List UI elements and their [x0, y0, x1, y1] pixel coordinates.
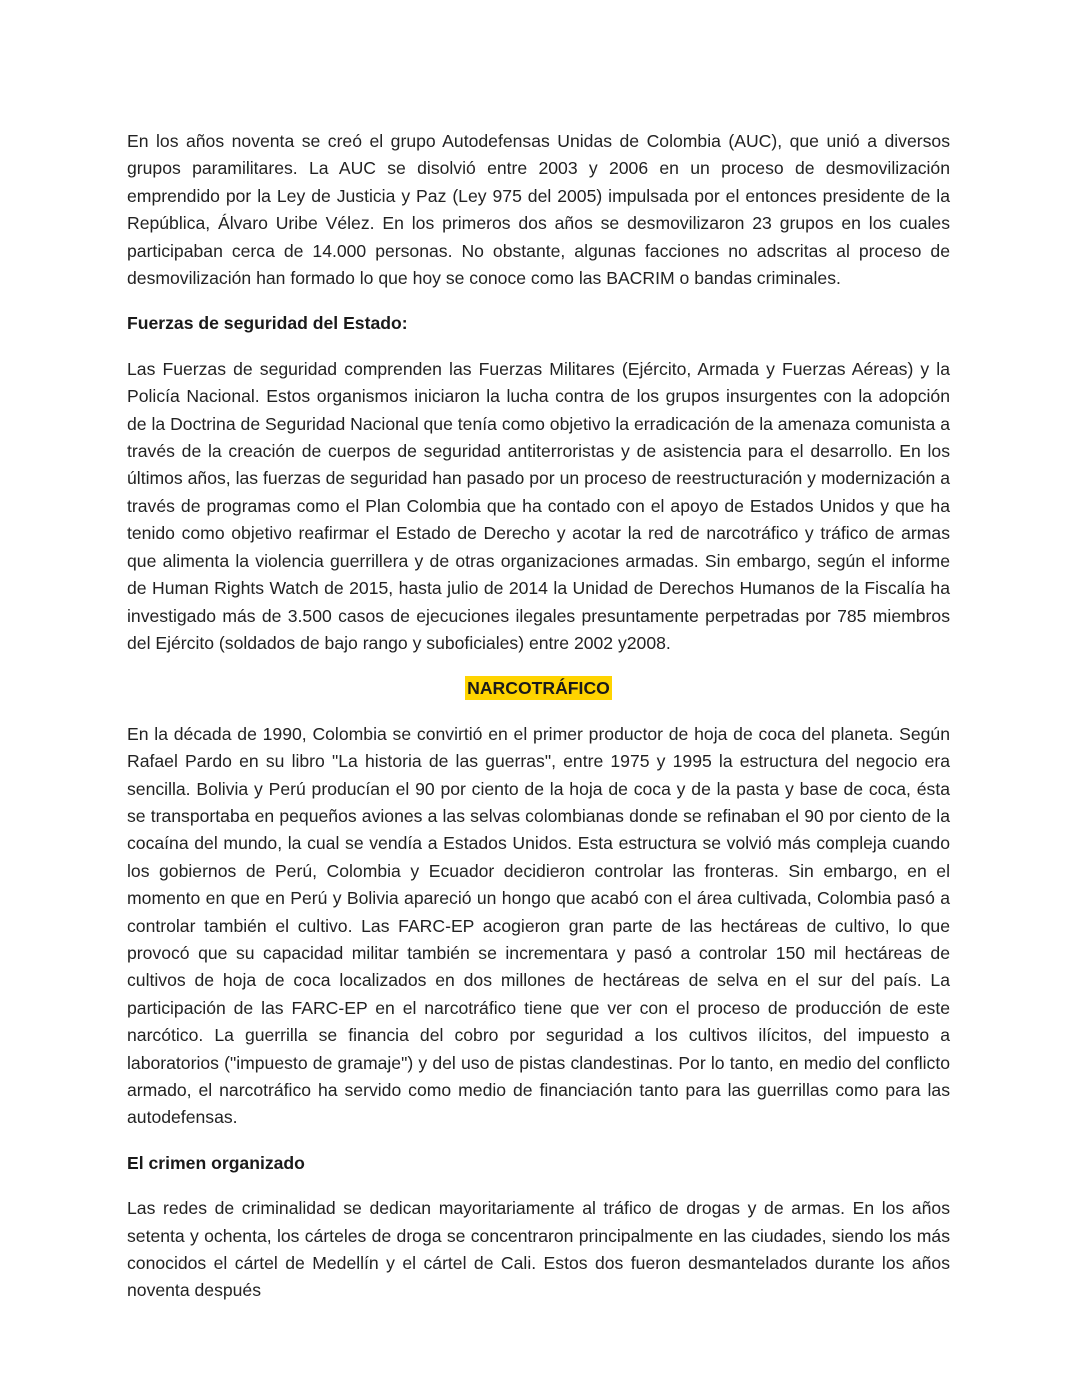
- narcotrafico-heading-wrapper: [127, 675, 950, 702]
- paragraph-auc: En los años noventa se creó el grupo Autodefensas Unidas de Colombia (AUC), que unió a diversos grupos paramilitares. La AUC se disolvió entre 2003 y 2006 en un proceso de desmovilización emprendido por la Ley de Justicia y Paz (Ley 975 del 2005) impulsada por el entonces presidente de la República, Álvaro Uribe Vélez. En los primeros dos años se desmovilizaron 23 grupos en los cuales participaban cerca de 14.000 personas. No obstante, algunas facciones no adscritas al proceso de desmovilización han formado lo que hoy se conoce como las BACRIM o bandas criminales.: [127, 131, 950, 289]
- section-heading-narcotrafico: NARCOTRÁFICO: [467, 678, 610, 699]
- paragraph-security-forces: Las Fuerzas de seguridad comprenden las Fuerzas Militares (Ejército, Armada y Fuerzas Aéreas) y la Policía Nacional. Estos organismos iniciaron la lucha contra de los grupos insurgentes con la adopción de la Doctrina de Seguridad Nacional que tenía como objetivo la erradicación de la amenaza comunista a través de la creación de cuerpos de seguridad antiterroristas y de asistencia para el desarrollo. En los últimos años, las fuerzas de seguridad han pasado por un proceso de reestructuración y modernización a través de programas como el Plan Colombia que ha contado con el apoyo de Estados Unidos y que ha tenido como objetivo reafirmar el Estado de Derecho y acotar la red de narcotráfico y tráfico de armas que alimenta la violencia guerrillera y de otras organizaciones armadas. Sin embargo, según el informe de Human Rights Watch de 2015, hasta julio de 2014 la Unidad de Derechos Humanos de la Fiscalía ha investigado más de 3.500 casos de ejecuciones ilegales presuntamente perpetradas por 785 miembros del Ejército (soldados de bajo rango y suboficiales) entre 2002 y2008.: [127, 358, 950, 653]
- section-heading-security-forces: Fuerzas de seguridad del Estado:: [127, 313, 408, 334]
- document-page: [127, 128, 950, 1305]
- section-heading-organized-crime: El crimen organizado: [127, 1152, 305, 1173]
- paragraph-narcotrafico: En la década de 1990, Colombia se convirtió en el primer productor de hoja de coca del planeta. Según Rafael Pardo en su libro "La historia de las guerras", entre 1975 y 1995 la estructura del negocio era sencilla. Bolivia y Perú producían el 90 por ciento de la hoja de coca y de la pasta y base de coca, ésta se transportaba en pequeños aviones a las selvas colombianas donde se refinaban el 90 por ciento de la cocaína del mundo, la cual se vendía a Estados Unidos. Esta estructura se volvió más compleja cuando los gobiernos de Perú, Colombia y Ecuador decidieron controlar las fronteras. Sin embargo, en el momento en que en Perú y Bolivia apareció un hongo que acabó con el área cultivada, Colombia pasó a controlar también el cultivo. Las FARC-EP acogieron gran parte de las hectáreas de cultivo, lo que provocó que su capacidad militar también se incrementara y pasó a controlar 150 mil hectáreas de cultivos de hoja de coca localizados en dos millones de hectáreas de selva en el sur del país. La participación de las FARC-EP en el narcotráfico tiene que ver con el proceso de producción de este narcótico. La guerrilla se financia del cobro por seguridad a los cultivos ilícitos, del impuesto a laboratorios ("impuesto de gramaje") y del uso de pistas clandestinas. Por lo tanto, en medio del conflicto armado, el narcotráfico ha servido como medio de financiación tanto para las guerrillas como para las autodefensas.: [127, 723, 950, 1128]
- paragraph-organized-crime: Las redes de criminalidad se dedican mayoritariamente al tráfico de drogas y de armas. En los años setenta y ochenta, los cárteles de droga se concentraron principalmente en las ciudades, siendo los más conocidos el cártel de Medellín y el cártel de Cali. Estos dos fueron desmantelados durante los años noventa después: [127, 1198, 950, 1301]
